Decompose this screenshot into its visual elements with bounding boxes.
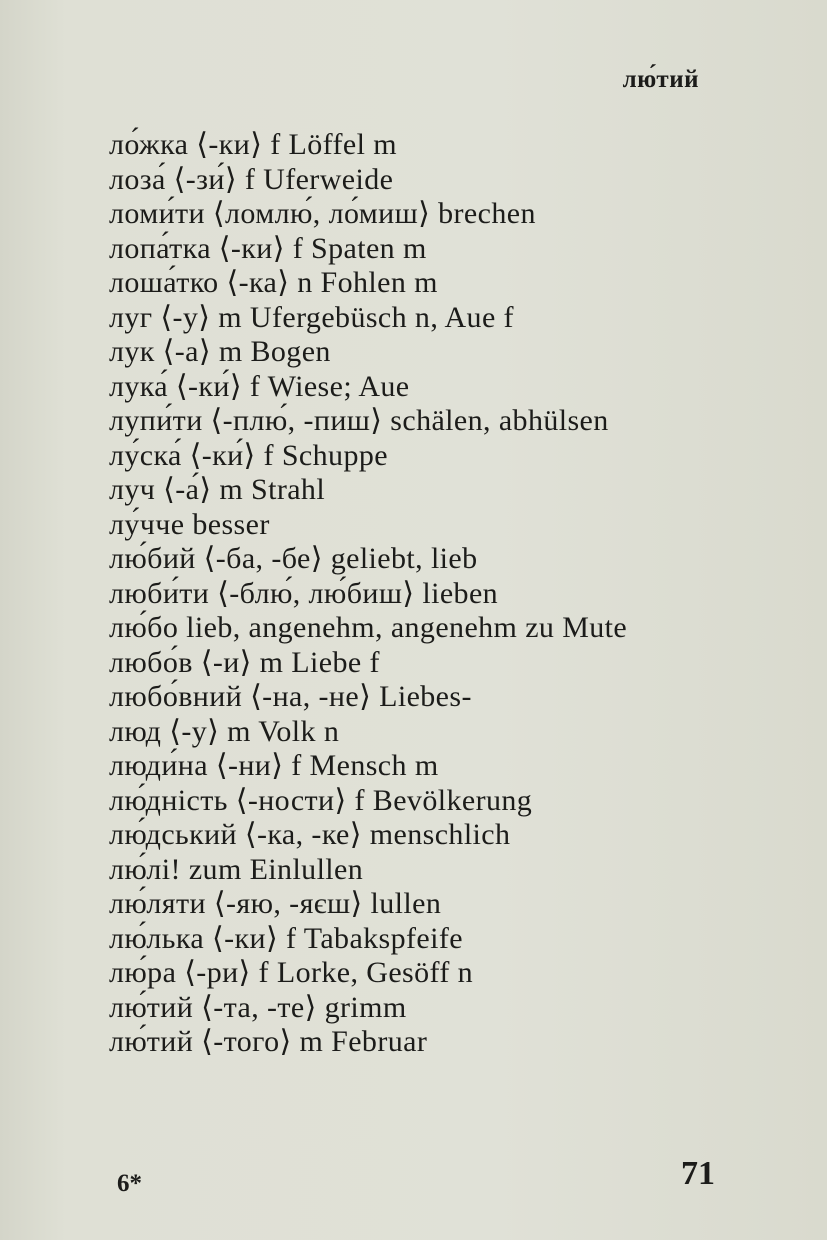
dictionary-entry: лю́тий ⟨-того⟩ m Februar (109, 1025, 428, 1058)
dictionary-entry: луч ⟨-а́⟩ m Strahl (109, 473, 326, 506)
dictionary-entry: любо́в ⟨-и⟩ m Liebe f (109, 645, 380, 679)
dictionary-entry: лю́лі! zum Einlullen (109, 852, 364, 886)
dictionary-entry: лю́тий ⟨-та, -те⟩ grimm (109, 990, 407, 1024)
dictionary-entry: лу́чче besser (109, 507, 270, 541)
dictionary-entry: лук ⟨-а⟩ m Bogen (109, 335, 331, 368)
dictionary-entry: лука́ ⟨-ки́⟩ f Wiese; Aue (109, 369, 410, 403)
dictionary-entry: лю́ляти ⟨-яю, -яєш⟩ lullen (109, 887, 442, 920)
dictionary-entry: ло́жка ⟨-ки⟩ f Löffel m (109, 128, 397, 161)
dictionary-entry: лоша́тко ⟨-ка⟩ n Fohlen m (109, 266, 438, 299)
dictionary-entry: лю́ра ⟨-ри⟩ f Lorke, Gesöff n (109, 956, 474, 989)
dictionary-entry: ломи́ти ⟨ломлю́, ло́миш⟩ brechen (109, 197, 536, 230)
dictionary-entry: любо́вний ⟨-на, -не⟩ Liebes- (109, 680, 472, 713)
dictionary-entry: лопа́тка ⟨-ки⟩ f Spaten m (109, 231, 427, 265)
dictionary-entry: лю́дність ⟨-ности⟩ f Bevölkerung (109, 783, 533, 817)
dictionary-entry: лю́бо lieb, angenehm, angenehm zu Mute (109, 611, 628, 644)
dictionary-entry: лу́ска́ ⟨-ки́⟩ f Schuppe (109, 438, 388, 472)
dictionary-entry: лю́бий ⟨-ба, -бе⟩ geliebt, lieb (109, 542, 478, 575)
dictionary-entry: лю́лька ⟨-ки⟩ f Tabakspfeife (109, 921, 463, 955)
dictionary-entry: лупи́ти ⟨-плю́, -пиш⟩ schälen, abhülsen (109, 404, 609, 437)
dictionary-entry: люд ⟨-у⟩ m Volk n (109, 714, 340, 748)
running-head: лю́тий (622, 66, 699, 93)
dictionary-entry: люди́на ⟨-ни⟩ f Mensch m (109, 749, 439, 782)
dictionary-entry: люби́ти ⟨-блю́, лю́биш⟩ lieben (109, 576, 499, 610)
signature-mark: 6* (117, 1170, 142, 1197)
dictionary-entry: лоза́ ⟨-зи́⟩ f Uferweide (109, 162, 394, 196)
page-number: 71 (681, 1155, 715, 1192)
dictionary-entry: луг ⟨-у⟩ m Ufergebüsch n, Aue f (109, 300, 514, 334)
entry-list (109, 128, 709, 1060)
dictionary-entry: лю́дський ⟨-ка, -ке⟩ menschlich (109, 818, 511, 851)
